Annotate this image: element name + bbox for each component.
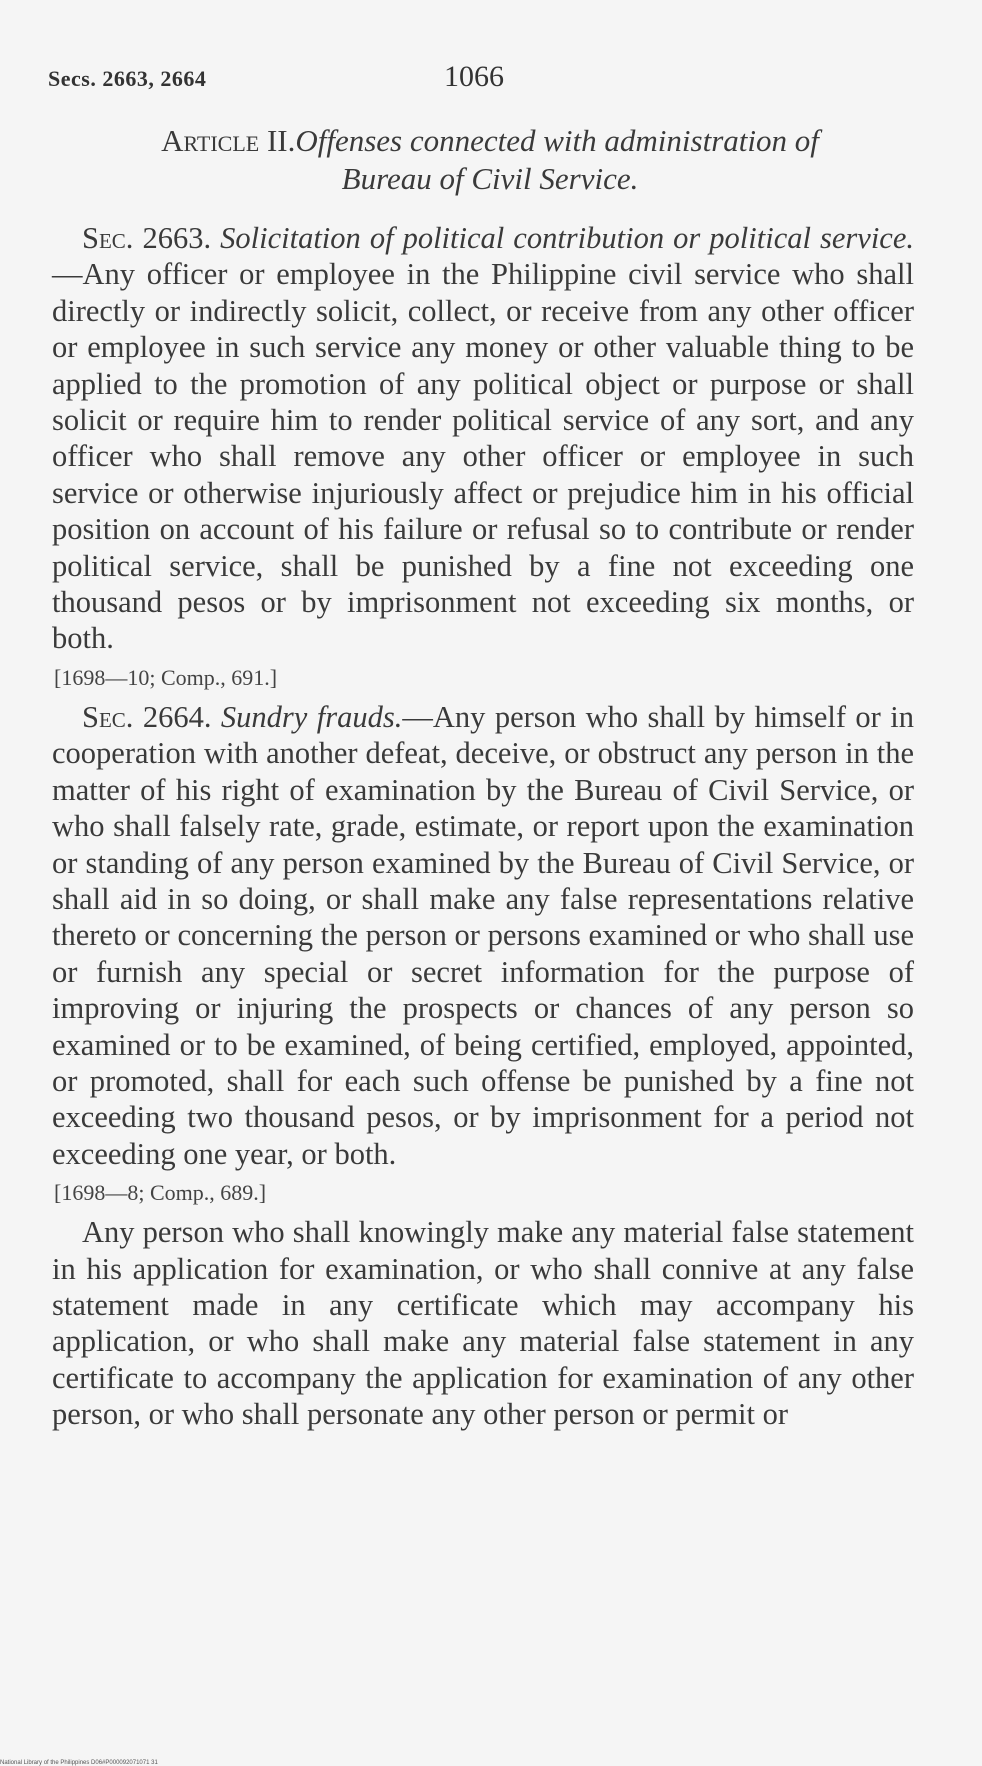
section-2664-citation: [1698—8; Comp., 689.] [54,1180,267,1206]
article-label: Article II. [161,123,296,158]
section-2664-text: —Any person who shall by himself or in cooperation with another defeat, deceive, or obstruct any person in the matter of his right of examination by the Bureau of Civil Service, or who shall falsely rate, grade, estimate, or report upon the examination or standing of any person examined by the Bureau of Civil Service, or shall aid in so doing, or shall make any false representations relative thereto or concerning the person or persons examined or who shall use or furnish any special or secret information for the purpose of improving or injuring the prospects or chances of any person so examined or to be examined, of being certified, employed, appointed, or promoted, shall for each such offense be punished by a fine not exceeding two thousand pesos, or by imprisonment for a period not exceeding one year, or both. [52,699,914,1171]
section-2663-citation: [1698—10; Comp., 691.] [54,664,278,690]
section-2664-paragraph [52,699,914,1172]
section-2664-label: Sec. 2664. [82,699,212,734]
scan-footer: National Library of the Philippines D06#P000092071071 31 [0,1760,158,1766]
article-title-line1: Offenses connected with administration of [295,123,819,158]
section-reference: Secs. 2663, 2664 [48,66,207,91]
section-2664-catchline: Sundry frauds. [220,699,403,734]
article-heading [60,122,920,198]
running-head [48,60,928,100]
section-2663-catchline: Solicitation of political contribution or political service. [220,221,914,255]
continuation-paragraph: Any person who shall knowingly make any material false statement in his application for examination, or who shall connive at any false statement made in any certificate which may accompany his application, or who shall make any material false statement in any certificate to accompany the application for examination of any other person, or who shall personate any other person or permit or [52,1215,914,1432]
section-2663-paragraph [52,220,914,657]
section-2663-label: Sec. 2663. [82,221,212,255]
article-title-line2: Bureau of Civil Service. [341,161,639,196]
page-number: 1066 [444,60,504,93]
section-2663-text: —Any officer or employee in the Philippine civil service who shall directly or indirectly solicit, collect, or receive from any other officer or employee in such service any money or other valuable thing to be applied to the promotion of any political object or purpose or shall solicit or require him to render political service of any sort, and any officer who shall remove any other officer or employee in such service or otherwise injuriously affect or prejudice him in his official position on account of his failure or refusal so to contribute or render political service, shall be punished by a fine not exceeding one thousand pesos or by imprisonment not exceeding six months, or both. [52,257,914,656]
body-text [52,220,914,1433]
